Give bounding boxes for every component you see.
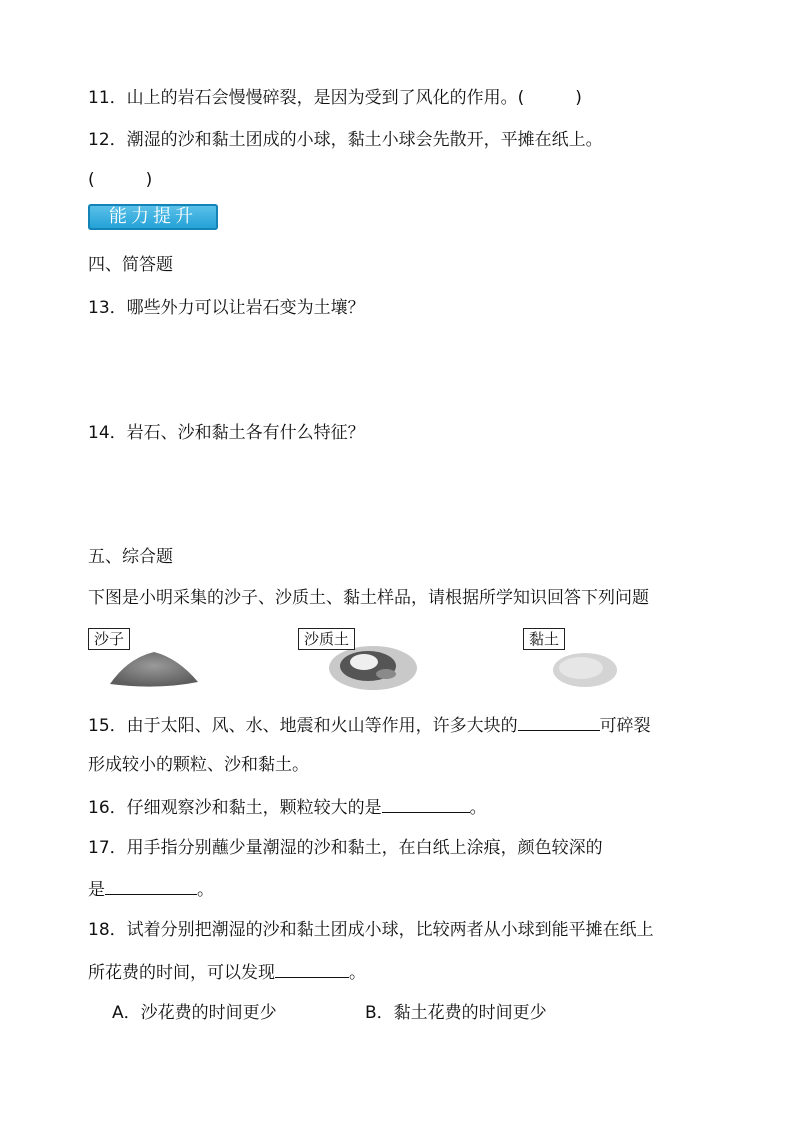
question-18-text-b: 。 xyxy=(349,963,366,983)
question-15-line2: 形成较小的颗粒、沙和黏土。 xyxy=(88,755,309,775)
answer-blank-16[interactable] xyxy=(382,794,470,813)
question-16-text-b: 。 xyxy=(469,798,487,818)
question-17-text-b: 。 xyxy=(197,880,214,900)
intro-text: 下图是小明采集的沙子、沙质土、黏土样品，请根据所学知识回答下列问题 xyxy=(88,588,649,608)
question-15-text-a: 15．由于太阳、风、水、地震和火山等作用，许多大块的 xyxy=(88,716,518,736)
answer-blank-15[interactable] xyxy=(518,712,600,731)
question-11: 11．山上的岩石会慢慢碎裂，是因为受到了风化的作用。( ) xyxy=(88,88,582,108)
question-18-line1: 18．试着分别把潮湿的沙和黏土团成小球，比较两者从小球到能平摊在纸上 xyxy=(88,920,654,940)
question-16-text-a: 16．仔细观察沙和黏土，颗粒较大的是 xyxy=(88,798,382,818)
sand-sample xyxy=(88,628,208,690)
question-12-line1: 12．潮湿的沙和黏土团成的小球，黏土小球会先散开，平摊在纸上。 xyxy=(88,130,603,150)
question-15-line1 xyxy=(88,712,651,738)
question-17-line1: 17．用手指分别蘸少量潮湿的沙和黏土，在白纸上涂痕，颜色较深的 xyxy=(88,838,603,858)
answer-blank-18[interactable] xyxy=(275,959,349,978)
option-b[interactable]: B．黏土花费的时间更少 xyxy=(365,1003,547,1023)
sandy-soil-sample xyxy=(298,628,418,690)
sand-label: 沙子 xyxy=(88,628,130,650)
answer-blank-17[interactable] xyxy=(105,876,197,895)
sandy-soil-label: 沙质土 xyxy=(298,628,355,650)
section-4-heading: 四、简答题 xyxy=(88,255,173,275)
question-13: 13．哪些外力可以让岩石变为土壤？ xyxy=(88,298,365,318)
section-badge: 能力提升 xyxy=(88,204,218,230)
section-5-heading: 五、综合题 xyxy=(88,547,173,567)
question-17-line2 xyxy=(88,876,214,902)
question-17-text-a: 是 xyxy=(88,880,105,900)
option-a[interactable]: A．沙花费的时间更少 xyxy=(112,1003,277,1023)
question-15-text-b: 可碎裂 xyxy=(599,716,651,736)
question-12-line2: ( ) xyxy=(88,170,153,190)
question-14: 14．岩石、沙和黏土各有什么特征？ xyxy=(88,423,365,443)
clay-label: 黏土 xyxy=(523,628,565,650)
question-18-text-a: 所花费的时间，可以发现 xyxy=(88,963,275,983)
clay-sample xyxy=(523,628,623,690)
question-16 xyxy=(88,794,487,820)
question-18-line2 xyxy=(88,959,366,985)
